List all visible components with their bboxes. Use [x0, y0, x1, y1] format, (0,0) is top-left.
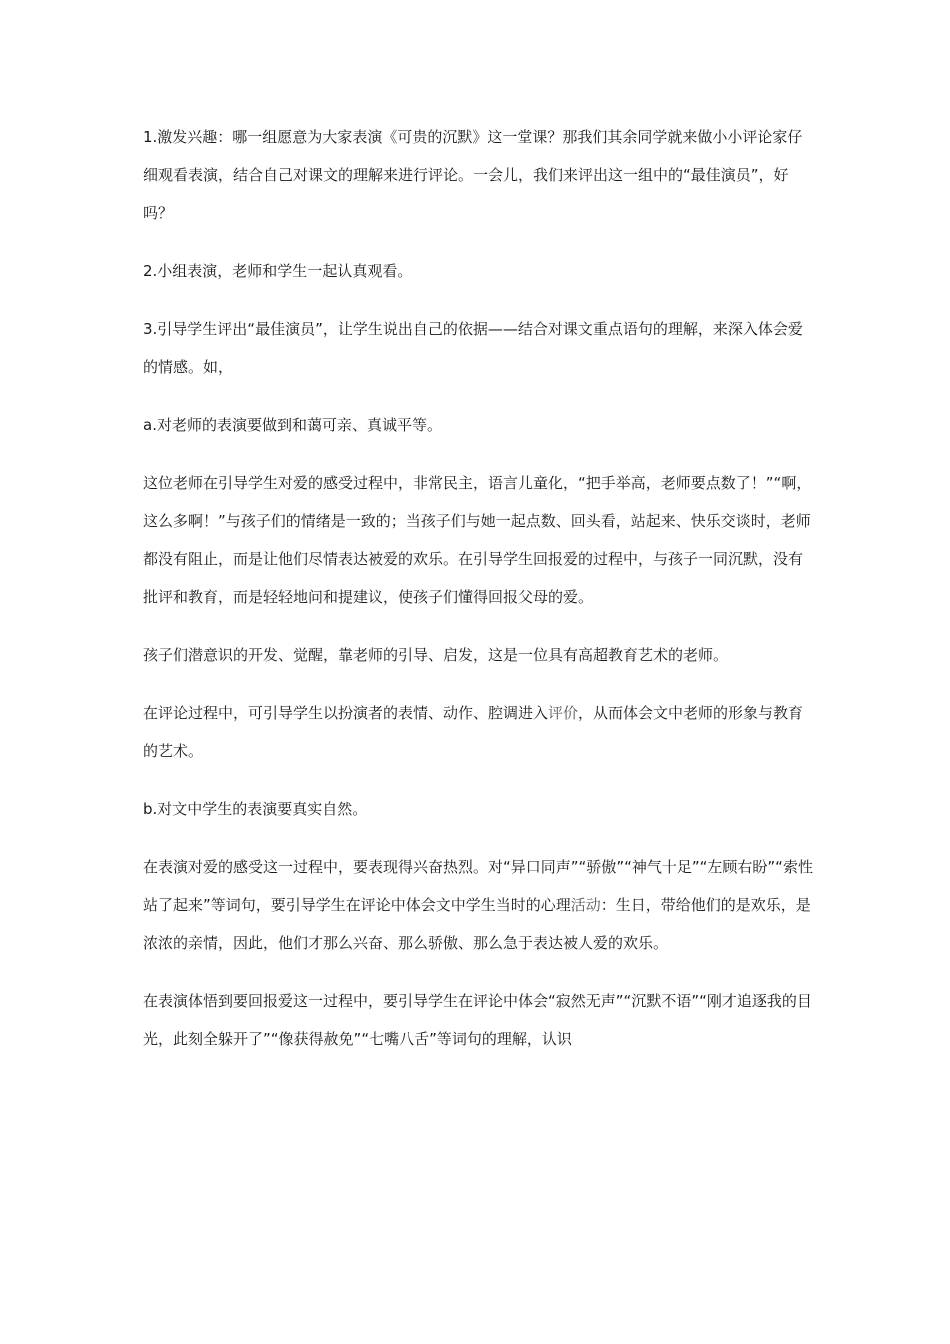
paragraph-repay-love: 在表演体悟到要回报爱这一过程中，要引导学生在评论中体会“寂然无声”“沉默不语”“刚才追逐我的目光，此刻全躲开了”“像获得赦免”“七嘴八舌”等词句的理解，认识: [143, 992, 812, 1048]
paragraph-3: 3.引导学生评出“最佳演员”，让学生说出自己的依据——结合对课文重点语句的理解，来深入体会爱的情感。如，: [143, 320, 803, 376]
activity-link[interactable]: 活动: [570, 896, 601, 914]
paragraph-text: 在表演对爱的感受这一过程中，要表现得兴奋热烈。对“异口同声”“骄傲”“神气十足”“左顾右盼”“索性站了起来”等词句，要引导学生在评论中体会文中学生当时的心理: [143, 858, 813, 914]
paragraph-text: ：生日，带给他们的是欢乐，是浓浓的亲情，因此，他们才那么兴奋、那么骄傲、那么急于表达被人爱的欢乐。: [143, 896, 811, 952]
paragraph-text: ，从而体会文中老师的形象与教育的艺术。: [143, 704, 804, 760]
paragraph-text: 在评论过程中，可引导学生以扮演者的表情、动作、腔调进入: [143, 704, 549, 722]
evaluation-link[interactable]: 评价: [548, 704, 579, 722]
paragraph-evaluation: [143, 694, 813, 770]
paragraph-2: 2.小组表演，老师和学生一起认真观看。: [143, 262, 413, 280]
paragraph-student-feelings: [143, 848, 813, 962]
document-body: [143, 118, 813, 1078]
paragraph-teacher-summary: 孩子们潜意识的开发、觉醒，靠老师的引导、启发，这是一位具有高超教育艺术的老师。: [143, 646, 729, 664]
paragraph-1: 1.激发兴趣：哪一组愿意为大家表演《可贵的沉默》这一堂课？那我们其余同学就来做小小评论家仔细观看表演，结合自己对课文的理解来进行评论。一会儿，我们来评出这一组中的“最佳演员”，好吗？: [143, 128, 803, 222]
paragraph-a: a.对老师的表演要做到和蔼可亲、真诚平等。: [143, 416, 442, 434]
paragraph-b: b.对文中学生的表演要真实自然。: [143, 800, 368, 818]
paragraph-teacher-analysis: 这位老师在引导学生对爱的感受过程中，非常民主，语言儿童化，“把手举高，老师要点数了！”“啊，这么多啊！”与孩子们的情绪是一致的；当孩子们与她一起点数、回头看，站起来、快乐交谈时，老师都没有阻止，而是让他们尽情表达被爱的欢乐。在引导学生回报爱的过程中，与孩子一同沉默，没有批评和教育，而是轻轻地问和提建议，使孩子们懂得回报父母的爱。: [143, 474, 812, 606]
